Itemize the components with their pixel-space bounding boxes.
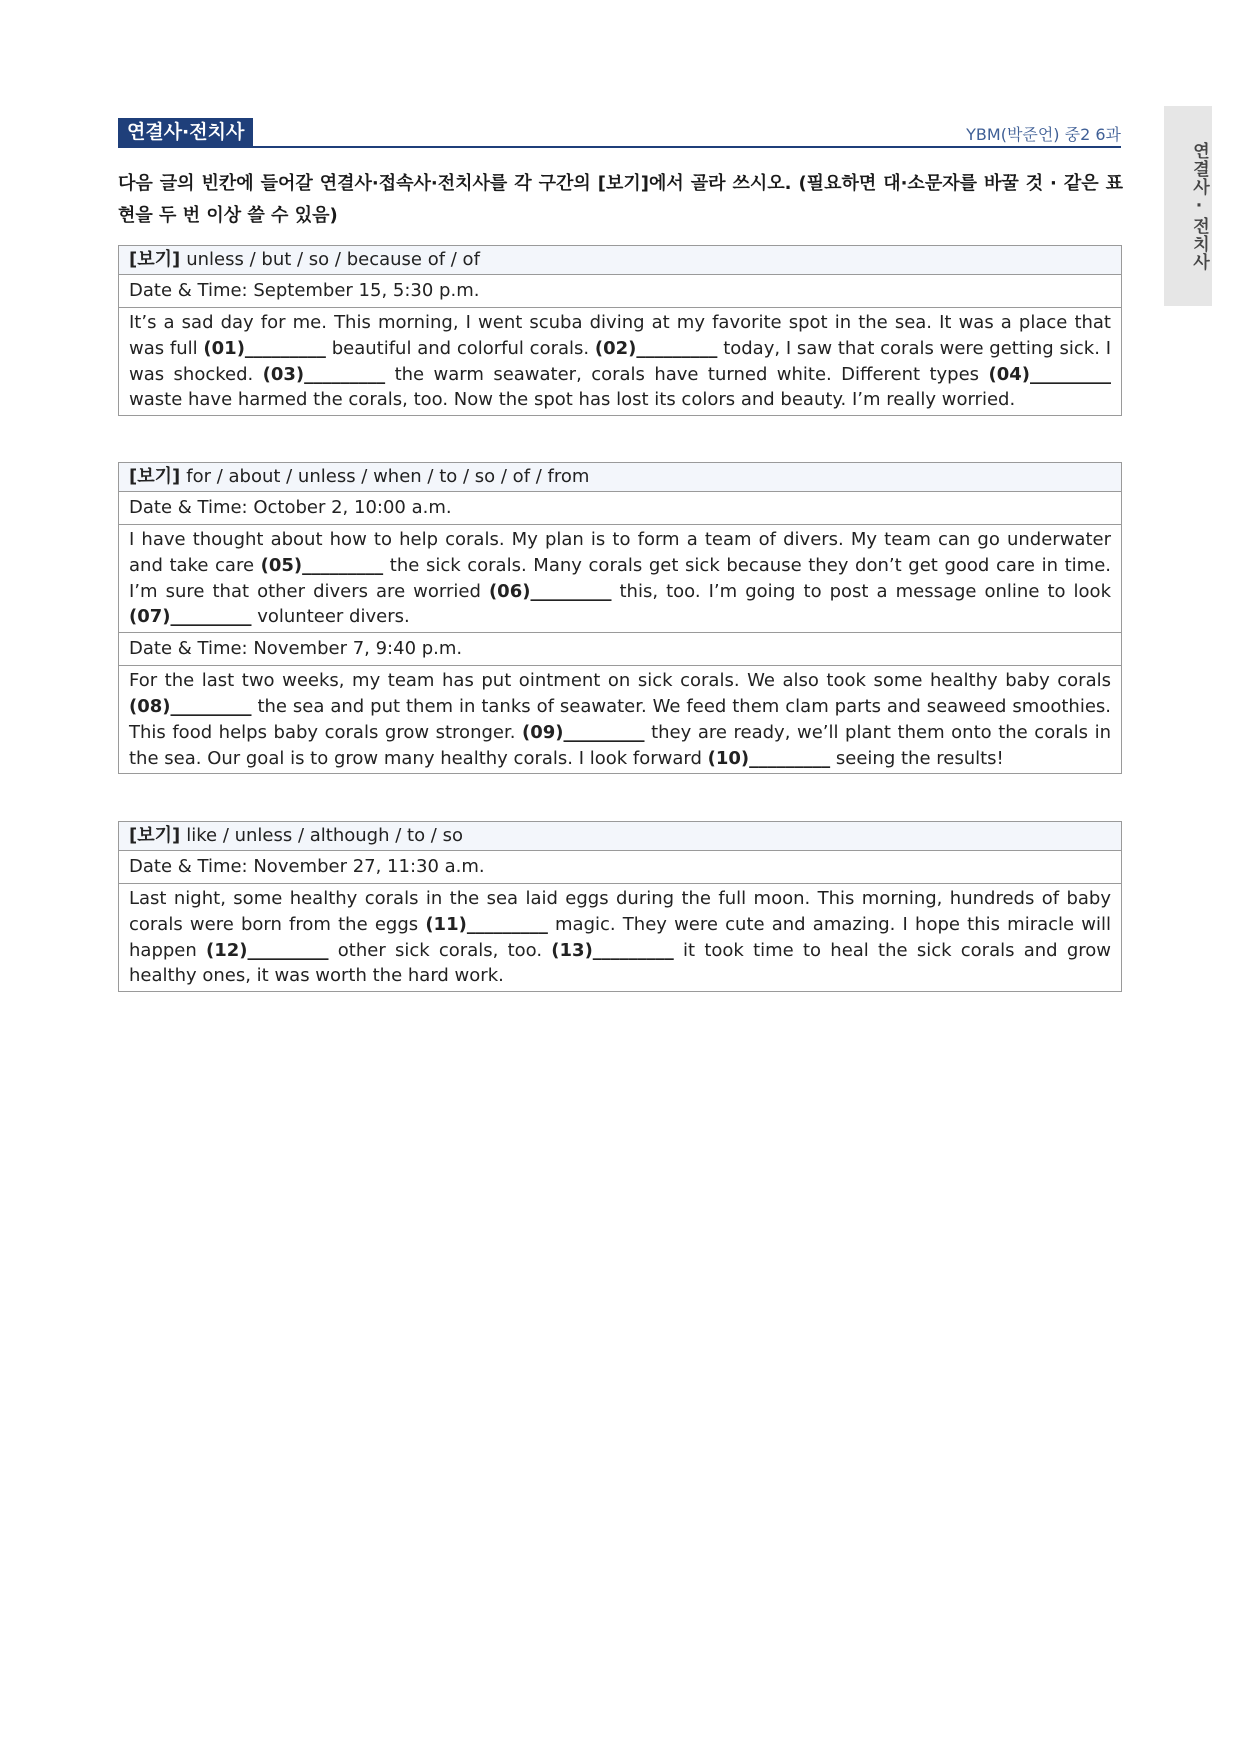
text-segment: I have thought about how to help corals. My plan is to form a team of divers. My team can go underwater and take care (129, 529, 1111, 576)
answer-blank-12[interactable]: (12)_________ (206, 939, 329, 961)
source-label: YBM(박준언) 중2 6과 (966, 125, 1121, 144)
exercise-section-3 (118, 821, 1122, 992)
bogi-row (119, 463, 1121, 491)
entry-date: Date & Time: November 27, 11:30 a.m. (119, 850, 1121, 883)
bogi-label: [보기] (129, 825, 181, 846)
text-segment: they are ready, we’ll plant them onto the corals in the sea. Our goal is to grow many healthy corals. I look forward (129, 721, 1111, 769)
bogi-row (119, 822, 1121, 850)
entry-date: Date & Time: September 15, 5:30 p.m. (119, 274, 1121, 307)
entry-paragraph (119, 665, 1121, 773)
bogi-words: unless / but / so / because of / of (186, 249, 480, 270)
bogi-row (119, 246, 1121, 274)
text-segment: the sick corals. Many corals get sick because they don’t get good care in time. I’m sure that other divers are worried (129, 554, 1111, 602)
text-segment: this, too. I’m going to post a message online to look (611, 580, 1111, 602)
entry-paragraph (119, 307, 1121, 415)
answer-blank-09[interactable]: (09)_________ (522, 721, 645, 743)
text-segment: seeing the results! (830, 747, 1004, 769)
answer-blank-05[interactable]: (05)_________ (260, 554, 384, 576)
bogi-words: like / unless / although / to / so (186, 825, 463, 846)
text-segment: waste have harmed the corals, too. Now the spot has lost its colors and beauty. I’m really worried. (129, 389, 1016, 411)
answer-blank-06[interactable]: (06)_________ (488, 580, 612, 602)
text-segment: volunteer divers. (251, 606, 410, 628)
section-title: 연결사·전치사 (118, 118, 253, 146)
bogi-label: [보기] (129, 249, 181, 270)
answer-blank-10[interactable]: (10)_________ (707, 747, 831, 769)
answer-blank-11[interactable]: (11)_________ (425, 913, 548, 935)
text-segment: magic. They were cute and amazing. I hope this miracle will happen (129, 913, 1111, 961)
answer-blank-01[interactable]: (01)_________ (203, 337, 326, 359)
entry-date: Date & Time: November 7, 9:40 p.m. (119, 632, 1121, 665)
text-segment: other sick corals, too. (328, 939, 552, 961)
entry-paragraph (119, 524, 1121, 632)
entry-paragraph (119, 883, 1121, 991)
bogi-label: [보기] (129, 466, 181, 487)
entry-date: Date & Time: October 2, 10:00 a.m. (119, 491, 1121, 524)
answer-blank-08[interactable]: (08)_________ (129, 695, 252, 717)
text-segment: beautiful and colorful corals. (325, 337, 595, 359)
text-segment: it took time to heal the sick corals and grow healthy ones, it was worth the hard work. (129, 939, 1111, 987)
instruction-text: 다음 글의 빈칸에 들어갈 연결사·접속사·전치사를 각 구간의 [보기]에서 골라 쓰시오. (필요하면 대·소문자를 바꿀 것 · 같은 표현을 두 번 이상 쓸 수 있음) (118, 173, 1123, 226)
exercise-section-1 (118, 245, 1122, 416)
answer-blank-07[interactable]: (07)_________ (129, 606, 252, 628)
text-segment: the sea and put them in tanks of seawater. We feed them clam parts and seaweed smoothies. This food helps baby corals grow stronger. (129, 695, 1111, 743)
text-segment: For the last two weeks, my team has put ointment on sick corals. We also took some healthy baby corals (129, 670, 1111, 692)
exercise-section-2 (118, 462, 1122, 774)
text-segment: the warm seawater, corals have turned white. Different types (385, 363, 989, 385)
page-header (118, 118, 1121, 148)
answer-blank-04[interactable]: (04)_________ (988, 363, 1111, 385)
answer-blank-02[interactable]: (02)_________ (594, 337, 718, 359)
side-tab-label: 연결사·전치사 (1189, 142, 1209, 271)
bogi-words: for / about / unless / when / to / so / of / from (186, 466, 590, 487)
answer-blank-03[interactable]: (03)_________ (262, 363, 386, 385)
side-index-tab (1164, 106, 1212, 306)
text-segment: today, I saw that corals were getting sick. I was shocked. (129, 337, 1111, 385)
text-segment: Last night, some healthy corals in the sea laid eggs during the full moon. This morning, hundreds of baby corals were born from the eggs (129, 888, 1111, 935)
text-segment: It’s a sad day for me. This morning, I went scuba diving at my favorite spot in the sea. It was a place that was full (129, 312, 1111, 359)
answer-blank-13[interactable]: (13)_________ (551, 939, 674, 961)
